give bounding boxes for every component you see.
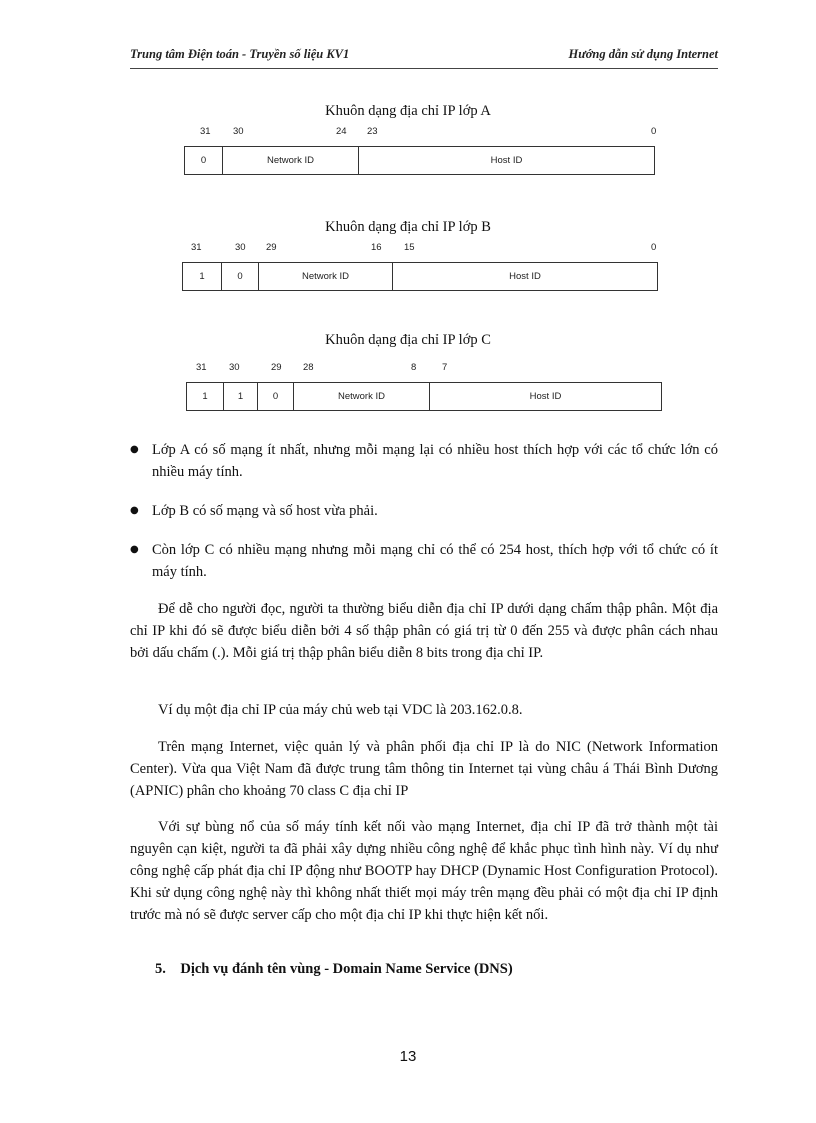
bullet-text: Còn lớp C có nhiều mạng nhưng mỗi mạng chỉ có thể có 254 host, thích hợp với tổ chức có ít máy tính.: [152, 542, 718, 580]
field-network-id: Network ID: [222, 147, 358, 174]
page-number: 13: [399, 1048, 417, 1065]
field-class-bit: 1: [199, 271, 205, 282]
field-network-id: Network ID: [293, 383, 429, 410]
bit-label: 0: [651, 126, 657, 137]
field-class-bit: 0: [200, 155, 207, 166]
bit-label: 8: [411, 362, 417, 373]
header-rule: [130, 68, 718, 69]
field-host-id: Host ID: [392, 263, 657, 290]
bullet-text: Lớp B có số mạng và số host vừa phải.: [152, 503, 378, 519]
bit-label: 30: [229, 362, 240, 373]
ip-class-a-diagram: [0, 103, 816, 183]
section-heading: 5. Dịch vụ đánh tên vùng - Domain Name Service (DNS): [155, 961, 513, 977]
bullet-text: Lớp A có số mạng ít nhất, nhưng mỗi mạng lại có nhiều host thích hợp với các tổ chức lớn có nhiều máy tính.: [152, 442, 718, 480]
field-class-bit: 1: [223, 383, 257, 410]
bullet-icon: ●: [130, 544, 139, 555]
field-network-id: Network ID: [258, 263, 392, 290]
ip-class-b-diagram: [0, 219, 816, 299]
bit-label: 23: [367, 126, 378, 137]
diagram-title: Khuôn dạng địa chỉ IP lớp C: [325, 332, 491, 348]
paragraph: Ví dụ một địa chỉ IP của máy chủ web tại VDC là 203.162.0.8.: [158, 702, 523, 718]
header-right: Hướng dẫn sử dụng Internet: [568, 47, 718, 61]
paragraph: Với sự bùng nổ của số máy tính kết nối vào mạng Internet, địa chỉ IP đã trở thành một tài nguyên cạn kiệt, người ta đã phải xây dựng nhiều công nghệ để khắc phục tình hình này. Ví dụ như công nghệ cấp phát địa chỉ IP động như BOOTP hay DHCP (Dynamic Host Configuration Protocol). Khi sử dụng công nghệ này thì không nhất thiết mọi máy trên mạng đều phải có một địa chỉ IP định trước mà nó sẽ được server cấp cho một địa chỉ IP khi thực hiện kết nối.: [130, 819, 718, 923]
bit-label: 31: [191, 242, 202, 253]
bullet-icon: ●: [130, 505, 139, 516]
field-class-bit: 0: [257, 383, 293, 410]
bit-label: 31: [200, 126, 211, 137]
diagram-title: Khuôn dạng địa chỉ IP lớp A: [325, 103, 491, 119]
field-host-id: Host ID: [358, 147, 654, 174]
bit-label: 31: [196, 362, 207, 373]
bit-label: 7: [442, 362, 448, 373]
ip-class-c-diagram: [0, 332, 816, 416]
bit-label: 29: [271, 362, 282, 373]
paragraph: Trên mạng Internet, việc quản lý và phân phối địa chỉ IP là do NIC (Network Information Center). Vừa qua Việt Nam đã được trung tâm thông tin Internet tại vùng châu á Thái Bình Dương (APNIC) phân cho khoảng 70 class C địa chỉ IP: [130, 739, 718, 799]
ip-format-box: [182, 262, 658, 291]
bullet-item: [130, 439, 718, 483]
bit-label: 28: [303, 362, 314, 373]
bullet-item: [130, 500, 718, 522]
bullet-icon: ●: [130, 444, 139, 455]
bit-label: 29: [266, 242, 277, 253]
bit-label: 0: [651, 242, 657, 253]
bullet-item: [130, 539, 718, 583]
bit-label: 24: [336, 126, 347, 137]
bit-label: 30: [235, 242, 246, 253]
bit-label: 15: [404, 242, 415, 253]
diagram-title: Khuôn dạng địa chỉ IP lớp B: [325, 219, 491, 235]
bit-label: 16: [371, 242, 382, 253]
ip-format-box: [186, 382, 662, 411]
paragraph: Để dễ cho người đọc, người ta thường biểu diễn địa chỉ IP dưới dạng chấm thập phân. Một địa chỉ IP khi đó sẽ được biểu diễn bởi 4 số thập phân có giá trị từ 0 đến 255 và được phân cách nhau bởi dấu chấm (.). Mỗi giá trị thập phân biểu diễn 8 bits trong địa chỉ IP.: [130, 601, 718, 661]
header-left: Trung tâm Điện toán - Truyền số liệu KV1: [130, 47, 350, 61]
field-class-bit: 0: [221, 263, 258, 290]
field-host-id: Host ID: [429, 383, 661, 410]
ip-format-box: [184, 146, 655, 175]
bit-label: 30: [233, 126, 244, 137]
field-class-bit: 1: [202, 391, 208, 402]
